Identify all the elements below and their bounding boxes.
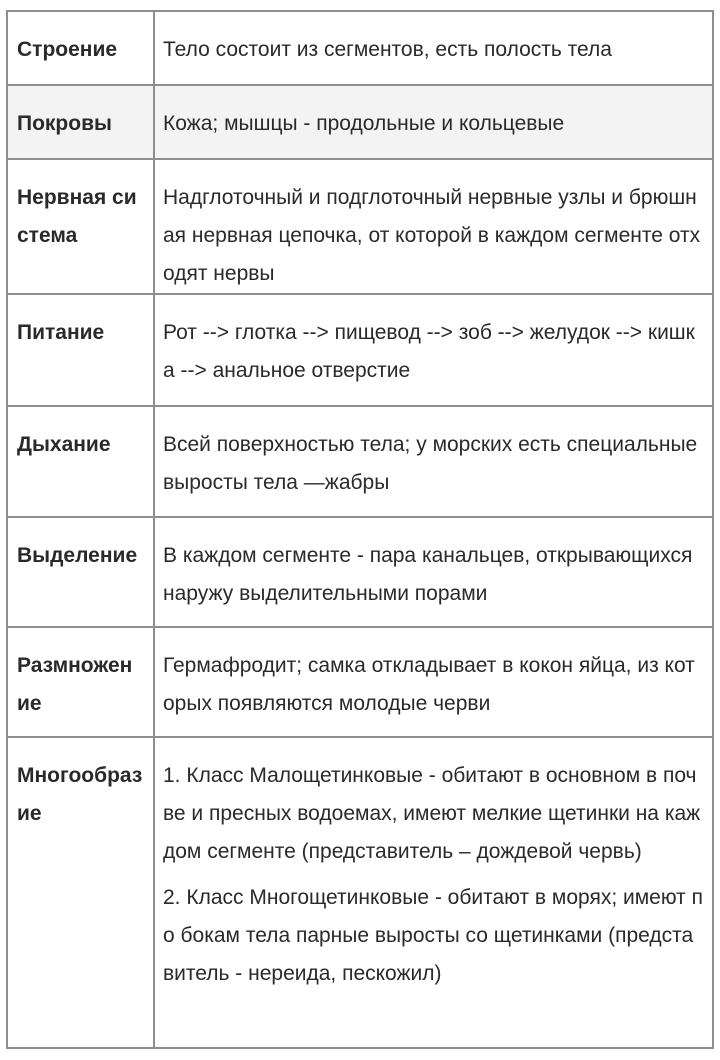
table-row-excretion <box>7 517 713 627</box>
row-header: Размножение <box>7 627 154 737</box>
row-value: Гермафродит; самка откладывает в кокон яйца, из которых появляются молодые черви <box>154 627 713 737</box>
row-header: Строение <box>7 11 154 85</box>
table-row-integument <box>7 85 713 159</box>
row-value: В каждом сегменте - пара канальцев, открывающихся наружу выделительными порами <box>154 517 713 627</box>
row-header: Покровы <box>7 85 154 159</box>
class-polychaeta-paragraph: 2. Класс Многощетинковые - обитают в морях; имеют по бокам тела парные выросты со щетинками (представитель - нереида, пескожил) <box>163 886 703 985</box>
table-row-structure <box>7 11 713 85</box>
table-row-respiration <box>7 406 713 517</box>
row-value: Всей поверхностью тела; у морских есть специальные выросты тела —жабры <box>154 406 713 517</box>
row-value: Кожа; мышцы - продольные и кольцевые <box>154 85 713 159</box>
table-row-nutrition <box>7 294 713 406</box>
row-value: Тело состоит из сегментов, есть полость тела <box>154 11 713 85</box>
row-header: Многообразие <box>7 737 154 1048</box>
annelid-features-table <box>6 10 714 1049</box>
row-header: Питание <box>7 294 154 406</box>
row-header: Выделение <box>7 517 154 627</box>
class-oligochaeta-paragraph: 1. Класс Малощетинковые - обитают в основном в почве и пресных водоемах, имеют мелкие щетинки на каждом сегменте (представитель – дождевой червь) <box>163 764 701 863</box>
table-row-reproduction <box>7 627 713 737</box>
row-header: Нервная система <box>7 159 154 294</box>
row-header: Дыхание <box>7 406 154 517</box>
row-value: Надглоточный и подглоточный нервные узлы и брюшная нервная цепочка, от которой в каждом сегменте отходят нервы <box>154 159 713 294</box>
row-value: Рот --> глотка --> пищевод --> зоб --> желудок --> кишка --> анальное отверстие <box>154 294 713 406</box>
worm-features-table-frame <box>6 10 714 1049</box>
table-row-diversity <box>7 737 713 1048</box>
row-value <box>154 737 713 1048</box>
table-row-nervous-system <box>7 159 713 294</box>
